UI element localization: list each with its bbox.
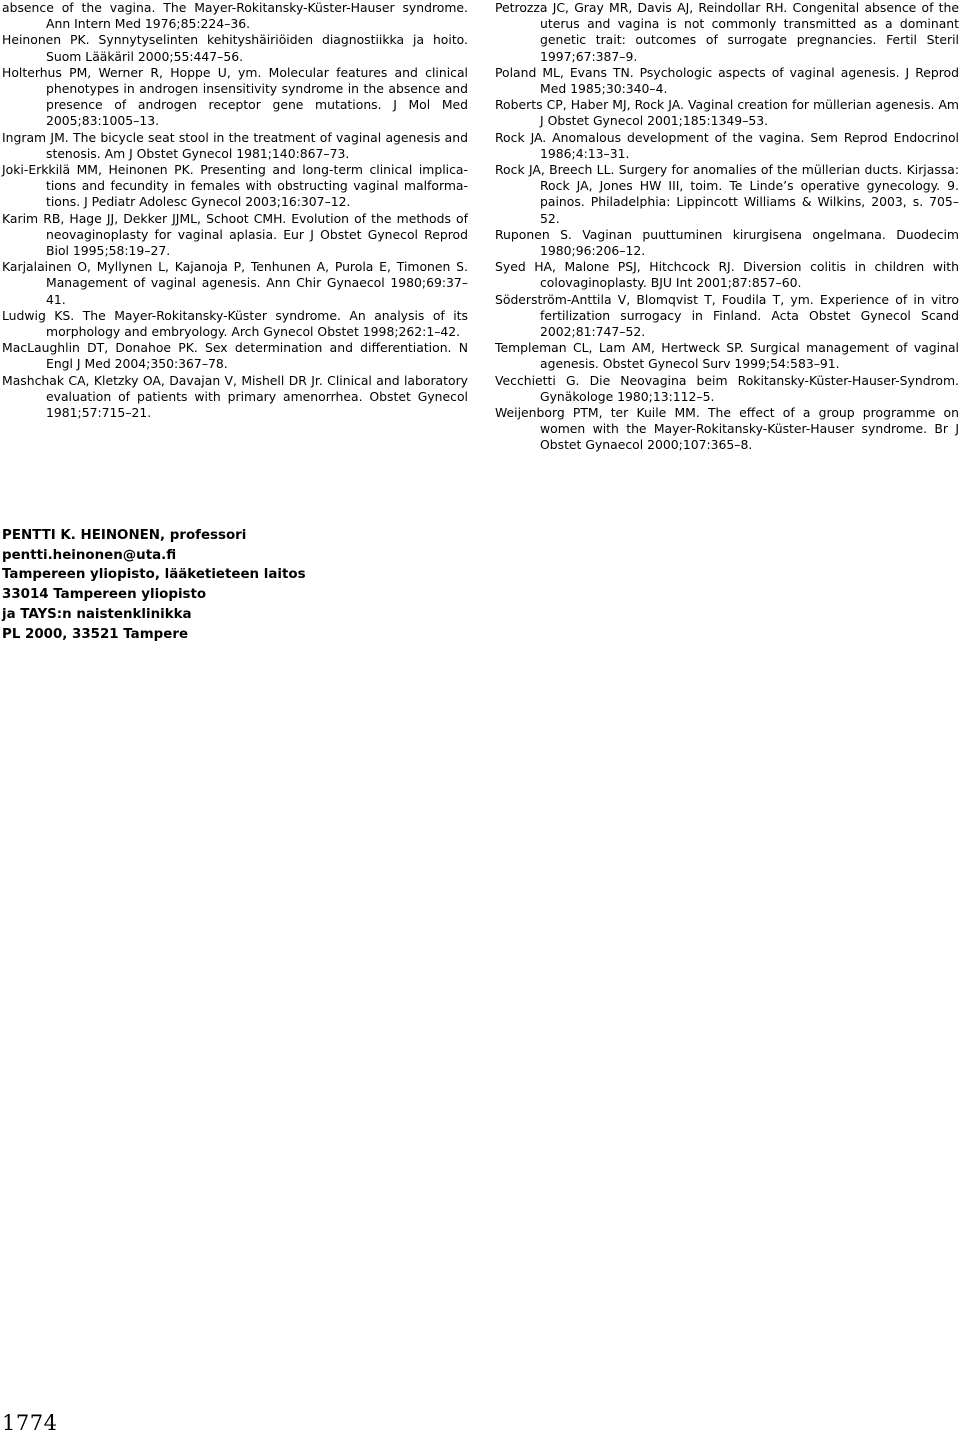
reference-entry: absence of the vagina. The Mayer-Rokitansky-Küster-Hauser syndrome. Ann Intern Med 1976;85:224–36. bbox=[2, 0, 468, 32]
reference-entry: Rock JA. Anomalous development of the vagina. Sem Reprod Endocrinol 1986;4:13–31. bbox=[495, 129, 959, 161]
author-email[interactable]: pentti.heinonen@uta.fi bbox=[2, 547, 177, 563]
author-affiliation: Tampereen yliopisto, lääketieteen laitos bbox=[2, 567, 306, 583]
references-left-column bbox=[2, 0, 468, 421]
page-number: 1774 bbox=[2, 1411, 58, 1435]
reference-entry: Holterhus PM, Werner R, Hoppe U, ym. Molecular features and clinical phenotypes in androgen insensitivity syndrome in the absence and presence of androgen receptor gene mutations. J Mol Med 2005;83:1005–13. bbox=[2, 64, 468, 129]
reference-entry: Karim RB, Hage JJ, Dekker JJML, Schoot CMH. Evolution of the methods of neovaginoplasty for vaginal aplasia. Eur J Obstet Gynecol Reprod Biol 1995;58:19–27. bbox=[2, 210, 468, 259]
references-right-column bbox=[495, 0, 959, 454]
reference-entry: MacLaughlin DT, Donahoe PK. Sex determination and differentiation. N Engl J Med 2004;350:367–78. bbox=[2, 340, 468, 372]
reference-entry: Ludwig KS. The Mayer-Rokitansky-Küster syndrome. An analysis of its morphology and embryology. Arch Gynecol Obstet 1998;262:1–42. bbox=[2, 307, 468, 340]
reference-entry: Ingram JM. The bicycle seat stool in the treatment of vaginal agenesis and stenosis. Am J Obstet Gynecol 1981;140:867–73. bbox=[2, 129, 468, 161]
reference-entry: Vecchietti G. Die Neovagina beim Rokitansky-Küster-Hauser-Syndrom. Gynäkologe 1980;13:112–5. bbox=[495, 372, 959, 404]
reference-entry: Söderström-Anttila V, Blomqvist T, Foudila T, ym. Experience of in vitro fertilization surrogacy in Finland. Acta Obstet Gynecol Scand 2002;81:747–52. bbox=[495, 291, 959, 340]
reference-entry: Joki-Erkkilä MM, Heinonen PK. Presenting and long-term clinical implications and fecundity in females with obstructing vaginal malformations. J Pediatr Adolesc Gynecol 2003;16:307–12. bbox=[2, 162, 468, 210]
author-postal-line-3: PL 2000, 33521 Tampere bbox=[2, 626, 189, 642]
reference-entry: Roberts CP, Haber MJ, Rock JA. Vaginal creation for müllerian agenesis. Am J Obstet Gynecol 2001;185:1349–53. bbox=[495, 97, 959, 129]
reference-entry: Heinonen PK. Synnytyselinten kehityshäiriöiden diagnostiikka ja hoito. Suom Lääkäril 2000;55:447–56. bbox=[2, 32, 468, 64]
reference-entry: Poland ML, Evans TN. Psychologic aspects of vaginal agenesis. J Reprod Med 1985;30:340–4. bbox=[495, 64, 959, 97]
reference-entry: Weijenborg PTM, ter Kuile MM. The effect of a group programme on women with the Mayer-Rokitansky-Küster-Hauser syndrome. Br J Obstet Gynaecol 2000;107:365–8. bbox=[495, 405, 959, 453]
reference-entry: Mashchak CA, Kletzky OA, Davajan V, Mishell DR Jr. Clinical and laboratory evaluation of patients with primary amenorrhea. Obstet Gynecol 1981;57:715–21. bbox=[2, 372, 468, 421]
author-name-title: PENTTI K. HEINONEN, professori bbox=[2, 528, 247, 543]
author-postal-line-2: ja TAYS:n naistenklinikka bbox=[2, 606, 192, 622]
reference-entry: Ruponen S. Vaginan puuttuminen kirurgisena ongelmana. Duodecim 1980;96:206–12. bbox=[495, 226, 959, 259]
author-contact-block bbox=[2, 526, 402, 644]
reference-entry: Petrozza JC, Gray MR, Davis AJ, Reindollar RH. Congenital absence of the uterus and vagina is not commonly transmitted as a dominant genetic trait: outcomes of surrogate pregnancies. Fertil Steril 1997;67:387–9. bbox=[495, 0, 959, 64]
author-postal-line-1: 33014 Tampereen yliopisto bbox=[2, 587, 207, 603]
reference-entry: Syed HA, Malone PSJ, Hitchcock RJ. Diversion colitis in children with colovaginoplasty. BJU Int 2001;87:857–60. bbox=[495, 259, 959, 291]
reference-entry: Templeman CL, Lam AM, Hertweck SP. Surgical management of vaginal agenesis. Obstet Gynecol Surv 1999;54:583–91. bbox=[495, 340, 959, 372]
reference-entry: Karjalainen O, Myllynen L, Kajanoja P, Tenhunen A, Purola E, Timonen S. Management of vaginal agenesis. Ann Chir Gynaecol 1980;69:37–41. bbox=[2, 259, 468, 307]
reference-entry: Rock JA, Breech LL. Surgery for anomalies of the müllerian ducts. Kirjassa: Rock JA, Jones HW III, toim. Te Linde’s operative gynecology. 9. painos. Philadelphia: Lippincott Williams & Wilkins, 2003, s. 705–52. bbox=[495, 162, 959, 226]
